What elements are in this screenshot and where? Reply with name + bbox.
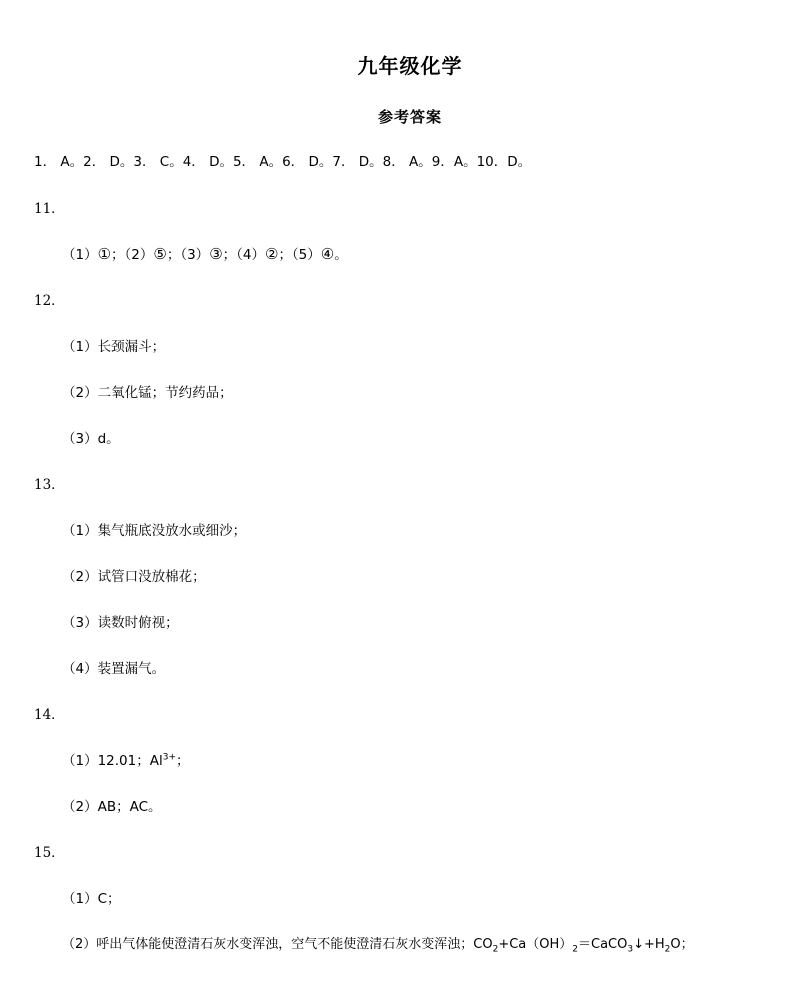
question-number-12: 12． xyxy=(34,293,65,309)
q11-part3-label: ；（3） xyxy=(166,247,210,263)
q13-part3: （3）读数时俯视； xyxy=(62,615,179,631)
q11-part1-label: （1） xyxy=(62,247,98,263)
q14-part2: （2）AB；AC。 xyxy=(62,799,162,815)
q14-part1-end: ； xyxy=(176,753,190,769)
q15-sub-2: 2 xyxy=(572,944,579,955)
q11-end: 。 xyxy=(334,247,348,263)
q11-answer-line xyxy=(62,245,348,264)
q11-part5-value: ④ xyxy=(320,245,335,263)
q13-part4: （4）装置漏气。 xyxy=(62,661,166,677)
multiple-choice-answers: 1． A。2． D。3． C。4． D。5． A。6． D。7． D。8． A。9．A。10．D。 xyxy=(34,154,532,170)
question-number-11: 11． xyxy=(34,201,65,217)
q13-part2: （2）试管口没放棉花； xyxy=(62,569,206,585)
page-subtitle: 参考答案 xyxy=(377,108,442,126)
q12-part1: （1）长颈漏斗； xyxy=(62,339,166,355)
q15-mid-2: ＝CaCO xyxy=(578,937,628,952)
q11-part2-value: ⑤ xyxy=(153,245,167,263)
q15-mid-3: ↓+H xyxy=(633,937,665,952)
q15-mid-1: +Ca（OH） xyxy=(498,937,573,952)
q15-part2 xyxy=(62,936,694,954)
q11-part4-label: ；（4） xyxy=(222,247,265,263)
q15-sub-1: 2 xyxy=(492,944,499,955)
q14-part1-text: （1）12.01；Al xyxy=(62,753,163,769)
question-number-14: 14． xyxy=(34,707,65,723)
q15-part1: （1）C； xyxy=(62,891,121,907)
question-number-15: 15． xyxy=(34,845,65,861)
question-number-13: 13． xyxy=(34,477,65,493)
q11-part5-label: ；（5） xyxy=(278,247,321,263)
q11-part3-value: ③ xyxy=(209,245,223,263)
page-title: 九年级化学 xyxy=(357,54,463,78)
q15-part2-text: （2）呼出气体能使澄清石灰水变浑浊，空气不能使澄清石灰水变浑浊；CO xyxy=(62,937,493,952)
q11-part2-label: ；（2） xyxy=(111,247,154,263)
q14-ion-charge: 3+ xyxy=(162,752,177,763)
q11-part1-value: ① xyxy=(97,245,112,263)
q14-part1 xyxy=(62,752,190,770)
q13-part1: （1）集气瓶底没放水或细沙； xyxy=(62,523,247,539)
q15-sub-4: 2 xyxy=(664,944,671,955)
q15-part2-end: O； xyxy=(670,937,694,952)
q11-part4-value: ② xyxy=(264,245,279,263)
q15-sub-3: 3 xyxy=(627,944,634,955)
q12-part3: （3）d。 xyxy=(62,431,120,447)
q12-part2: （2）二氧化锰；节约药品； xyxy=(62,385,233,401)
